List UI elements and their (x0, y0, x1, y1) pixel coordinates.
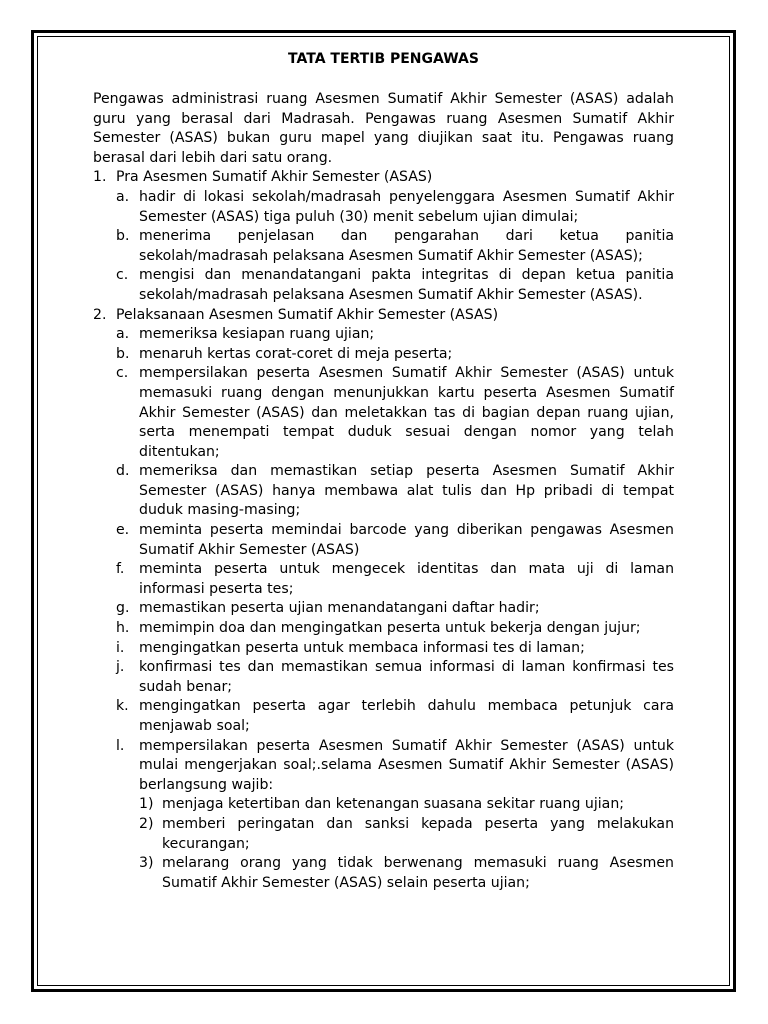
section-number: 2. (93, 306, 107, 323)
list-item (116, 639, 674, 659)
section-heading: Pelaksanaan Asesmen Sumatif Akhir Semester (ASAS) (116, 306, 499, 323)
list-item (116, 560, 674, 599)
list-item (116, 345, 674, 365)
sub-list-item (139, 795, 674, 815)
item-marker: a. (116, 326, 130, 343)
item-text: mengingatkan peserta agar terlebih dahulu membaca petunjuk cara menjawab soal; (139, 698, 674, 734)
item-marker: l. (116, 737, 125, 754)
item-text: meminta peserta memindai barcode yang diberikan pengawas Asesmen Sumatif Akhir Semester (ASAS) (139, 522, 674, 558)
section-heading: Pra Asesmen Sumatif Akhir Semester (ASAS) (116, 169, 433, 186)
item-text: melarang orang yang tidak berwenang memasuki ruang Asesmen Sumatif Akhir Semester (ASAS) selain peserta ujian; (162, 855, 674, 891)
list-item (116, 266, 674, 305)
item-text: mengisi dan menandatangani pakta integritas di depan ketua panitia sekolah/madrasah pelaksana Asesmen Sumatif Akhir Semester (ASAS). (139, 267, 674, 303)
item-marker: c. (116, 365, 129, 382)
item-marker: d. (116, 463, 130, 480)
item-marker: 1) (139, 796, 154, 813)
item-text: menaruh kertas corat-coret di meja peserta; (139, 345, 453, 362)
sub-list-item (139, 854, 674, 893)
item-text: menerima penjelasan dan pengarahan dari ketua panitia sekolah/madrasah pelaksana Asesmen Sumatif Akhir Semester (ASAS); (139, 228, 674, 264)
item-text: memberi peringatan dan sanksi kepada peserta yang melakukan kecurangan; (162, 815, 674, 852)
item-text: mengingatkan peserta untuk membaca informasi tes di laman; (139, 639, 585, 656)
item-marker: e. (116, 522, 130, 539)
list-item (116, 227, 674, 266)
item-marker: 3) (139, 855, 154, 872)
item-marker: h. (116, 620, 130, 637)
item-marker: 2) (139, 815, 154, 832)
item-marker: k. (116, 698, 129, 715)
list-item (116, 364, 674, 462)
list-item (116, 599, 674, 619)
intro-paragraph: Pengawas administrasi ruang Asesmen Sumatif Akhir Semester (ASAS) adalah guru yang berasal dari Madrasah. Pengawas ruang Asesmen Sumatif Akhir Semester (ASAS) bukan guru mapel yang diujikan saat itu. Pengawas ruang berasal dari lebih dari satu orang. (93, 91, 674, 166)
item-marker: i. (116, 639, 125, 656)
item-text: hadir di lokasi sekolah/madrasah penyelenggara Asesmen Sumatif Akhir Semester (ASAS) tiga puluh (30) menit sebelum ujian dimulai; (139, 188, 674, 225)
document-content (93, 50, 674, 893)
document-title: TATA TERTIB PENGAWAS (288, 51, 479, 67)
item-text: mempersilakan peserta Asesmen Sumatif Akhir Semester (ASAS) untuk memasuki ruang dengan menunjukkan kartu peserta Asesmen Sumatif Akhir Semester (ASAS) dan meletakkan tas di bagian depan ruang ujian, serta menempati tempat duduk sesuai dengan nomor yang telah ditentukan; (139, 365, 674, 460)
item-marker: b. (116, 228, 130, 245)
item-text: konfirmasi tes dan memastikan semua informasi di laman konfirmasi tes sudah benar; (139, 659, 674, 695)
list-item (116, 325, 674, 345)
item-text: menjaga ketertiban dan ketenangan suasana sekitar ruang ujian; (162, 796, 624, 813)
item-text: memeriksa dan memastikan setiap peserta Asesmen Sumatif Akhir Semester (ASAS) hanya membawa alat tulis dan Hp pribadi di tempat duduk masing-masing; (139, 463, 674, 519)
item-text: meminta peserta untuk mengecek identitas dan mata uji di laman informasi peserta tes; (139, 561, 674, 597)
item-text: memeriksa kesiapan ruang ujian; (139, 326, 375, 343)
list-item (116, 619, 674, 639)
item-marker: c. (116, 267, 129, 284)
sub-list-item (139, 815, 674, 854)
section-1 (93, 168, 674, 188)
item-marker: b. (116, 345, 130, 362)
list-item (116, 462, 674, 521)
item-text: memimpin doa dan mengingatkan peserta untuk bekerja dengan jujur; (139, 620, 641, 637)
list-item (116, 697, 674, 736)
section-number: 1. (93, 169, 107, 186)
item-text: mempersilakan peserta Asesmen Sumatif Akhir Semester (ASAS) untuk mulai mengerjakan soal;.selama Asesmen Sumatif Akhir Semester (ASAS) berlangsung wajib: (139, 737, 674, 793)
section-2 (93, 306, 674, 326)
list-item (116, 188, 674, 227)
item-marker: a. (116, 188, 130, 205)
item-text: memastikan peserta ujian menandatangani daftar hadir; (139, 600, 540, 617)
item-marker: g. (116, 600, 130, 617)
item-marker: j. (116, 659, 125, 676)
list-item (116, 658, 674, 697)
list-item (116, 737, 674, 796)
list-item (116, 521, 674, 560)
item-marker: f. (116, 561, 125, 578)
